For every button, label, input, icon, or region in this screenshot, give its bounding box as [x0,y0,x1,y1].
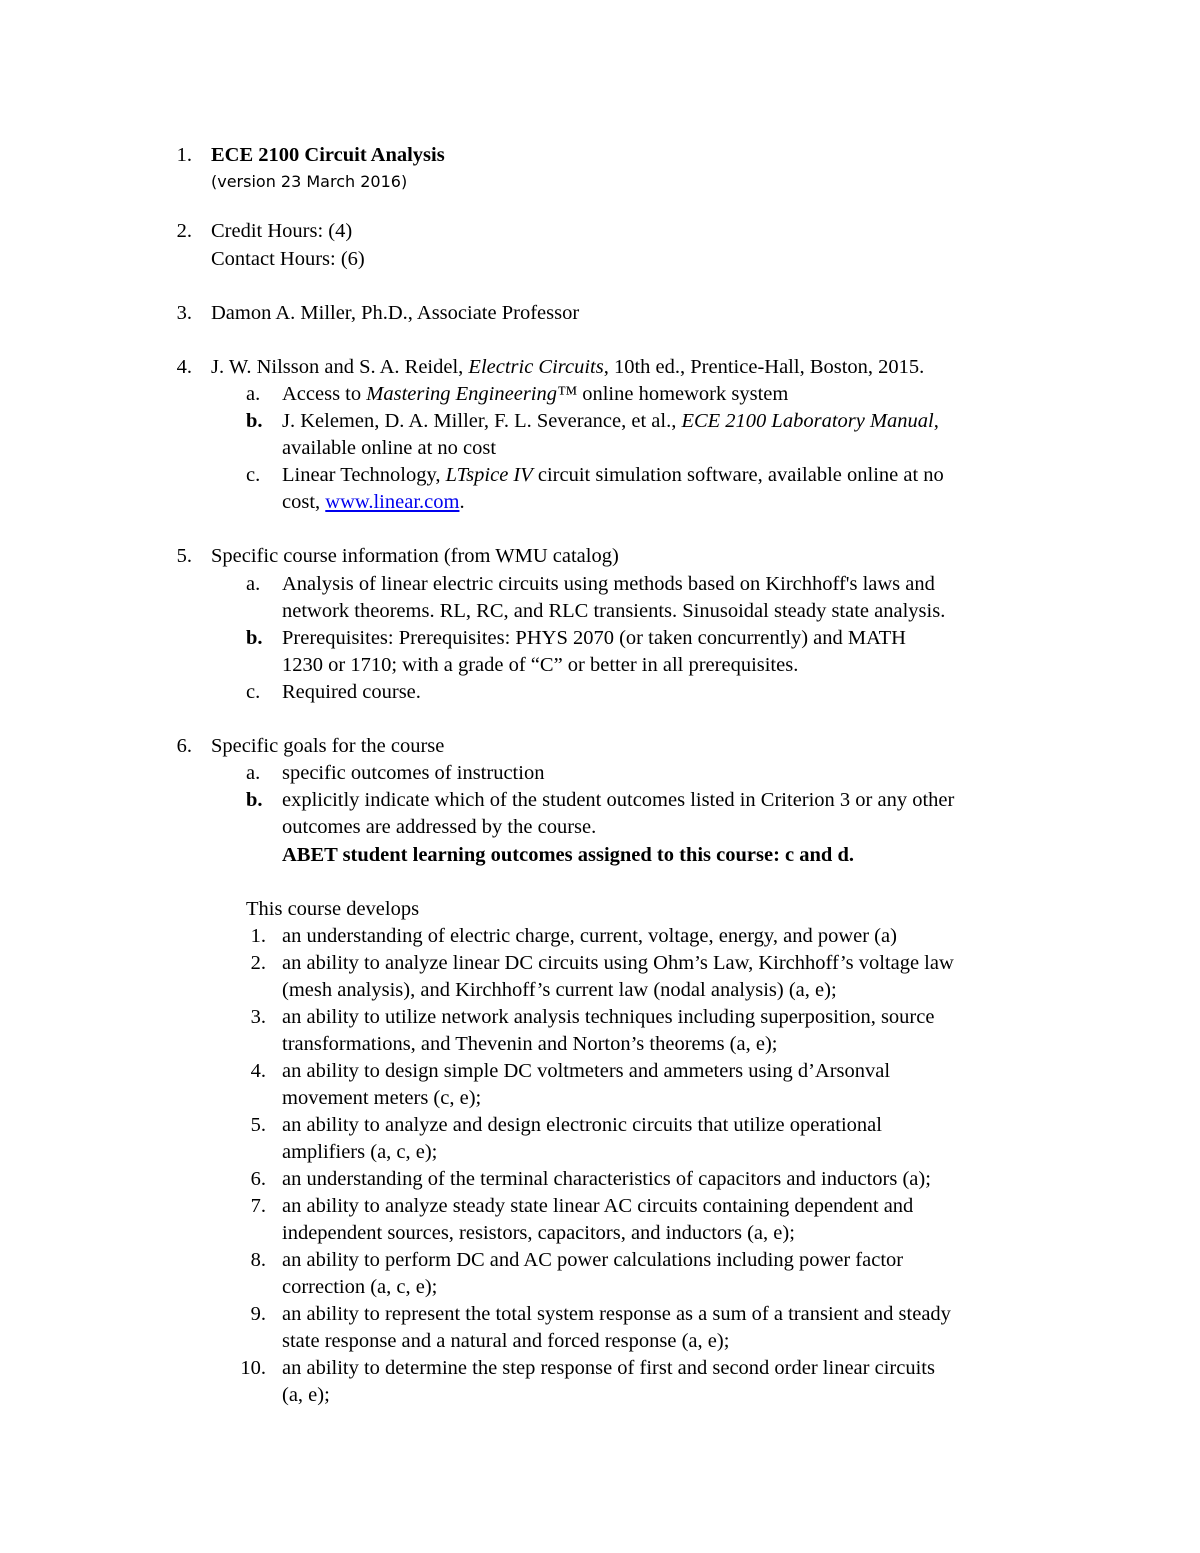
outcome-line: an ability to represent the total system response as a sum of a transient and steady [282,1303,951,1325]
item-5b-marker: b. [246,627,263,649]
contact-hours: Contact Hours: (6) [211,248,365,270]
outcome-number: 8. [250,1249,266,1271]
item-5b-line2: 1230 or 1710; with a grade of “C” or better in all prerequisites. [282,654,799,676]
abet-outcomes: ABET student learning outcomes assigned to this course: c and d. [282,844,854,866]
section-5-heading: Specific course information (from WMU catalog) [211,545,619,567]
item-5a-line1: Analysis of linear electric circuits using methods based on Kirchhoff's laws and [282,573,935,595]
course-title: ECE 2100 Circuit Analysis [211,144,445,166]
textbook-details: , 10th ed., Prentice-Hall, Boston, 2015. [603,356,925,378]
section-1-number: 1. [176,144,192,166]
credit-hours: Credit Hours: (4) [211,220,353,242]
item-6a-marker: a. [246,762,261,784]
item-4c-line2-pre: cost, [282,491,326,513]
item-5c-marker: c. [246,681,261,703]
outcome-number: 9. [250,1303,266,1325]
item-4c-line2 [282,489,465,516]
outcome-number: 4. [250,1060,266,1082]
outcome-line: an ability to design simple DC voltmeters and ammeters using d’Arsonval [282,1060,891,1082]
outcome-number: 10. [240,1357,266,1379]
item-6b-line2: outcomes are addressed by the course. [282,816,597,838]
linear-website-link[interactable]: www.linear.com [325,491,460,513]
item-4c-marker: c. [246,464,261,486]
item-6b-line1: explicitly indicate which of the student outcomes listed in Criterion 3 or any other [282,789,955,811]
outcome-line: an understanding of electric charge, current, voltage, energy, and power (a) [282,925,897,947]
item-4a-pre: Access to [282,383,367,405]
item-4c-post: circuit simulation software, available online at no [532,464,944,486]
item-4b-pre: J. Kelemen, D. A. Miller, F. L. Severance, et al., [282,410,682,432]
textbook-title: Electric Circuits [468,356,604,378]
section-3-number: 3. [176,302,192,324]
item-5a-marker: a. [246,573,261,595]
outcome-line: an understanding of the terminal characteristics of capacitors and inductors (a); [282,1168,931,1190]
item-4c-pre: Linear Technology, [282,464,446,486]
item-4c-line2-post: . [459,491,465,513]
item-6b-marker: b. [246,789,263,811]
outcome-line: an ability to perform DC and AC power calculations including power factor [282,1249,904,1271]
section-2-number: 2. [176,220,192,242]
item-4c [282,462,944,489]
outcome-line: state response and a natural and forced response (a, e); [282,1330,730,1352]
section-6-heading: Specific goals for the course [211,735,445,757]
item-4b-line2: available online at no cost [282,437,497,459]
item-4a-title: Mastering Engineering™ [366,383,578,405]
outcome-line: an ability to determine the step response of first and second order linear circuits [282,1357,935,1379]
instructor: Damon A. Miller, Ph.D., Associate Professor [211,302,580,324]
outcome-number: 3. [250,1006,266,1028]
item-5b-line1: Prerequisites: Prerequisites: PHYS 2070 (or taken concurrently) and MATH [282,627,906,649]
outcome-number: 6. [250,1168,266,1190]
item-4a-post: online homework system [577,383,789,405]
textbook-authors: J. W. Nilsson and S. A. Reidel, [211,356,469,378]
outcome-number: 5. [250,1114,266,1136]
outcome-number: 2. [250,952,266,974]
outcome-line: an ability to utilize network analysis techniques including superposition, source [282,1006,935,1028]
outcome-line: amplifiers (a, c, e); [282,1141,438,1163]
outcome-line: an ability to analyze and design electronic circuits that utilize operational [282,1114,882,1136]
item-5c-line1: Required course. [282,681,421,703]
outcome-line: correction (a, c, e); [282,1276,438,1298]
item-4a [282,381,788,408]
item-6a-line1: specific outcomes of instruction [282,762,545,784]
outcome-number: 1. [250,925,266,947]
section-5-number: 5. [176,545,192,567]
outcome-line: transformations, and Thevenin and Norton’s theorems (a, e); [282,1033,778,1055]
outcome-line: an ability to analyze linear DC circuits using Ohm’s Law, Kirchhoff’s voltage law [282,952,954,974]
develops-intro: This course develops [246,898,420,920]
section-4-number: 4. [176,356,192,378]
item-4b-post: , [933,410,939,432]
item-4a-marker: a. [246,383,261,405]
version-note: (version 23 March 2016) [211,172,408,191]
outcome-line: movement meters (c, e); [282,1087,482,1109]
item-4b [282,408,939,435]
outcome-line: independent sources, resistors, capacitors, and inductors (a, e); [282,1222,795,1244]
item-4b-marker: b. [246,410,263,432]
outcome-number: 7. [250,1195,266,1217]
item-4c-title: LTspice IV [445,464,533,486]
item-5a-line2: network theorems. RL, RC, and RLC transients. Sinusoidal steady state analysis. [282,600,946,622]
section-6-number: 6. [176,735,192,757]
outcome-line: (mesh analysis), and Kirchhoff’s current law (nodal analysis) (a, e); [282,979,837,1001]
outcome-line: (a, e); [282,1384,330,1406]
item-4b-title: ECE 2100 Laboratory Manual [681,410,934,432]
textbook-citation [211,354,924,381]
outcome-line: an ability to analyze steady state linear AC circuits containing dependent and [282,1195,914,1217]
